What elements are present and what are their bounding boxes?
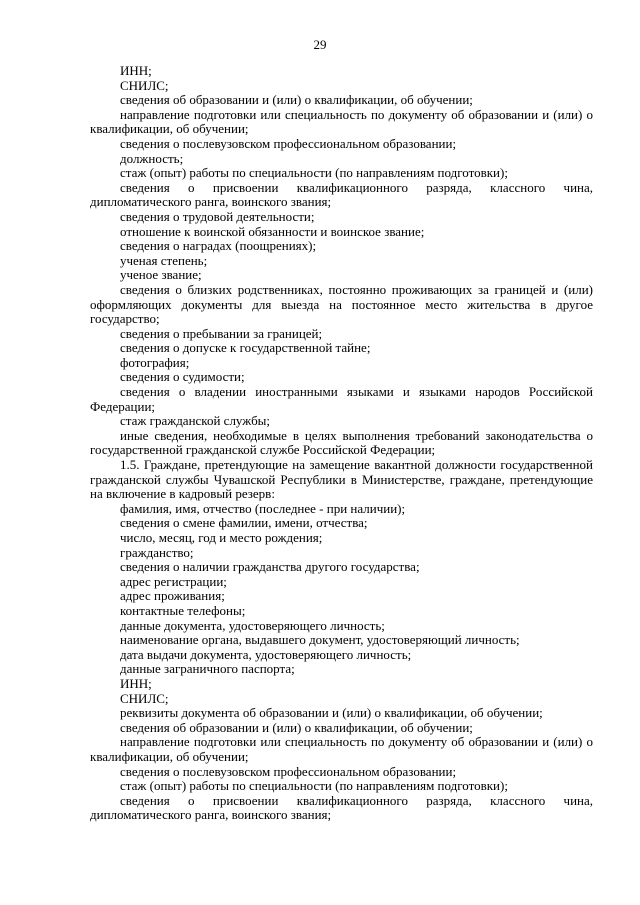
- list-item: стаж гражданской службы;: [120, 413, 271, 429]
- list-item: ученая степень;: [120, 252, 208, 268]
- list-item: сведения о присвоении квалификационного разряда, классного чина, дипломатического ранга, воинского звания;: [90, 792, 593, 823]
- list-item: сведения о судимости;: [120, 369, 245, 385]
- list-item: ИНН;: [120, 63, 152, 78]
- list-item: данные документа, удостоверяющего личность;: [120, 617, 385, 633]
- list-item: направление подготовки или специальность по документу об образовании и (или) о квалификации, об обучении;: [90, 106, 593, 137]
- list-item: сведения о наличии гражданства другого государства;: [120, 559, 420, 575]
- list-item: сведения о присвоении квалификационного разряда, классного чина, дипломатического ранга, воинского звания;: [90, 179, 593, 210]
- list-item: сведения о послевузовском профессиональном образовании;: [120, 135, 457, 151]
- list-item: ИНН;: [120, 675, 152, 691]
- list-item: СНИЛС;: [120, 690, 169, 706]
- list-item: дата выдачи документа, удостоверяющего личность;: [120, 646, 412, 662]
- list-item: иные сведения, необходимые в целях выполнения требований законодательства о государственной гражданской службе Российской Федерации;: [90, 427, 593, 458]
- list-item: сведения об образовании и (или) о квалификации, об обучении;: [120, 92, 473, 108]
- list-item: ученое звание;: [120, 267, 202, 283]
- list-item: отношение к воинской обязанности и воинское звание;: [120, 223, 425, 239]
- list-item: контактные телефоны;: [120, 602, 246, 618]
- list-item: наименование органа, выдавшего документ, удостоверяющий личность;: [120, 632, 520, 648]
- list-item: реквизиты документа об образовании и (или) о квалификации, об обучении;: [120, 705, 543, 721]
- document-body: [90, 64, 593, 823]
- list-item: данные заграничного паспорта;: [120, 661, 295, 677]
- list-item: фотография;: [120, 354, 190, 370]
- list-item: сведения о близких родственниках, постоянно проживающих за границей и (или) оформляющих документы для выезда на постоянное место жительства в другое государство;: [90, 281, 593, 327]
- list-item: сведения о допуске к государственной тайне;: [120, 340, 371, 356]
- list-item: адрес проживания;: [120, 588, 225, 604]
- list-item: СНИЛС;: [120, 77, 169, 93]
- list-item: сведения о смене фамилии, имени, отчества;: [120, 515, 368, 531]
- list-item: сведения о пребывании за границей;: [120, 325, 323, 341]
- list-item: направление подготовки или специальность по документу об образовании и (или) о квалификации, об обучении;: [90, 734, 593, 764]
- page-number: 29: [313, 37, 327, 52]
- list-item: число, месяц, год и место рождения;: [120, 530, 323, 545]
- list-item: сведения о послевузовском профессиональном образовании;: [120, 763, 457, 779]
- list-item: сведения о владении иностранными языками и языками народов Российской Федерации;: [90, 384, 593, 414]
- list-item: адрес регистрации;: [120, 573, 227, 589]
- list-item: сведения об образовании и (или) о квалификации, об обучении;: [120, 719, 473, 735]
- section-paragraph: 1.5. Граждане, претендующие на замещение вакантной должности государственной гражданской службы Чувашской Республики в Министерстве, граждане, претендующие на включение в кадровый резерв:: [90, 457, 593, 502]
- list-item: стаж (опыт) работы по специальности (по направлениям подготовки);: [120, 778, 508, 794]
- list-item: должность;: [120, 150, 184, 166]
- list-item: гражданство;: [120, 544, 194, 560]
- list-item: фамилия, имя, отчество (последнее - при наличии);: [120, 500, 406, 516]
- list-item: стаж (опыт) работы по специальности (по направлениям подготовки);: [120, 165, 508, 181]
- list-item: сведения о наградах (поощрениях);: [120, 238, 317, 254]
- list-item: сведения о трудовой деятельности;: [120, 208, 315, 224]
